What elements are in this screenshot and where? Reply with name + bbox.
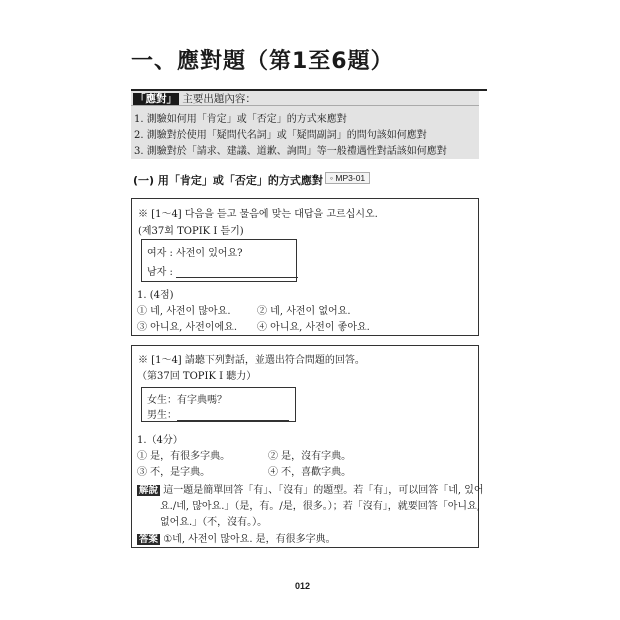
korean-source: (제37회 TOPIK Ⅰ 듣기) [138,226,244,237]
chinese-option-1: ① 是，有很多字典。 [137,451,231,462]
chinese-option-2: ② 是，沒有字典。 [268,451,352,462]
answer-tag: 答案 [139,534,159,545]
section-title: (一) 用「肯定」或「否定」的方式應對 [133,174,323,187]
korean-speaker-1: 여자 : 사전이 있어요? [147,248,243,259]
korean-option-4: ④ 아니요, 사전이 좋아요. [257,322,370,333]
explanation-line-3: 없어요.」（不，沒有。）。 [160,517,268,528]
korean-speaker-2: 남자 : [147,263,298,278]
summary-item-1: 1. 測驗如何用「肯定」或「否定」的方式來應對 [134,114,347,125]
summary-heading [133,91,256,106]
page-number: 012 [295,581,311,591]
chinese-option-3: ③ 不，是字典。 [137,467,211,478]
summary-item-2: 2. 測驗對於使用「疑問代名詞」或「疑問副詞」的問句該如何應對 [134,130,427,141]
chinese-question-number: 1.（4分） [137,435,183,446]
summary-tag: 「應對」 [135,93,177,105]
explanation-line-1: 解說 這一題是簡單回答「有」、「沒有」的題型。若「有」，可以回答「네, 있어 [139,485,484,496]
audio-track-label[interactable] [325,172,370,184]
page-title: 一、應對題（第1至6題） [131,49,394,74]
korean-option-2: ② 네, 사전이 없어요. [257,306,351,317]
audio-icon: ◦ [330,173,334,183]
summary-heading-text: 主要出題內容： [182,93,256,105]
chinese-option-4: ④ 不，喜歡字典。 [268,467,352,478]
explanation-tag: 解說 [139,485,159,496]
chinese-instruction: ※ [1～4] 請聽下列對話，並選出符合問題的回答。 [138,355,365,366]
chinese-speaker-1: 女生：有字典嗎？ [147,395,227,406]
audio-track-text: MP3-01 [335,173,366,183]
summary-item-3: 3. 測驗對於「請求、建議、道歉、詢問」等一般禮遇性對話該如何應對 [134,146,447,157]
korean-option-3: ③ 아니요, 사전이에요. [137,322,237,333]
answer-blank [176,277,298,278]
chinese-speaker-2: 男生： [147,406,289,421]
answer-line: 答案 ①네, 사전이 많아요. 是，有很多字典。 [139,534,336,545]
korean-instruction: ※ [1～4] 다음을 듣고 물음에 맞는 대답을 고르십시오. [138,209,378,220]
summary-divider [131,105,479,106]
answer-blank [177,420,289,421]
korean-option-1: ① 네, 사전이 많아요. [137,306,231,317]
chinese-source: （第37回 TOPIK Ⅰ 聽力） [137,371,257,382]
explanation-line-2: 요./네, 많아요.」（是，有。/是，很多。）；若「沒有」，就要回答「아니요, [160,501,480,512]
korean-question-number: 1. (4점) [137,290,174,301]
